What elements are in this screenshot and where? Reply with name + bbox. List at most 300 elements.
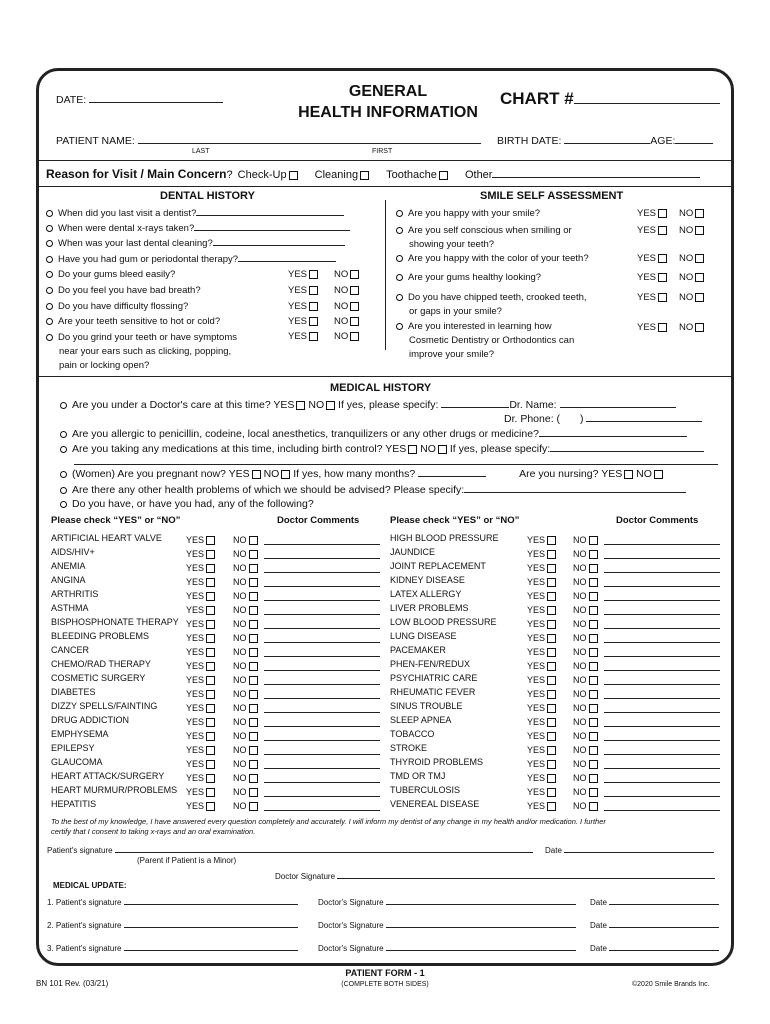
- yes-checkbox[interactable]: [547, 592, 556, 601]
- doctor-sig-line[interactable]: [337, 877, 715, 879]
- dental-q2: [46, 223, 350, 234]
- doctor-comment-line[interactable]: [264, 600, 380, 601]
- doctor-comment-line[interactable]: [264, 740, 380, 741]
- condition-label: JOINT REPLACEMENT: [390, 561, 486, 571]
- u2-label: 2. Patient's signature: [47, 921, 122, 930]
- yes-checkbox[interactable]: [206, 704, 215, 713]
- doctor-comment-line[interactable]: [604, 572, 720, 573]
- yes-checkbox[interactable]: [309, 302, 318, 311]
- yes-checkbox[interactable]: [206, 536, 215, 545]
- other-line[interactable]: [492, 176, 700, 178]
- yes-checkbox[interactable]: [547, 690, 556, 699]
- answer-line[interactable]: [539, 435, 687, 437]
- answer-line[interactable]: [194, 229, 350, 231]
- condition-label: GLAUCOMA: [51, 757, 103, 767]
- medical-q2-text: Are you allergic to penicillin, codeine, local anesthetics, tranquilizers or any other drugs or medicine?: [72, 428, 539, 440]
- no-checkbox[interactable]: [350, 302, 359, 311]
- yes-checkbox[interactable]: [206, 788, 215, 797]
- no-checkbox[interactable]: [249, 690, 258, 699]
- yes-option: [186, 773, 215, 783]
- doctor-comment-line[interactable]: [264, 656, 380, 657]
- doctors-sig-line[interactable]: [386, 926, 576, 928]
- no-checkbox[interactable]: [281, 470, 290, 479]
- yes-checkbox[interactable]: [206, 690, 215, 699]
- doctor-comment-line[interactable]: [604, 796, 720, 797]
- no-label: NO: [334, 285, 349, 296]
- date-field[interactable]: [56, 94, 223, 106]
- date-line[interactable]: [609, 949, 719, 951]
- yes-label: YES: [385, 443, 407, 455]
- update-2-date[interactable]: [590, 921, 719, 930]
- no-label: NO: [263, 468, 280, 480]
- doctors-sig-line[interactable]: [386, 949, 576, 951]
- doctor-comment-line[interactable]: [264, 670, 380, 671]
- no-checkbox[interactable]: [695, 254, 704, 263]
- yes-option: [527, 577, 556, 587]
- yes-checkbox[interactable]: [658, 226, 667, 235]
- no-option: [573, 577, 598, 587]
- update-2-patient[interactable]: [47, 921, 298, 930]
- update-1-patient[interactable]: [47, 898, 298, 907]
- no-checkbox[interactable]: [438, 445, 447, 454]
- no-label: NO: [573, 549, 587, 559]
- yes-label: YES: [527, 619, 546, 629]
- yes-label: YES: [637, 253, 657, 264]
- doctor-comment-line[interactable]: [264, 698, 380, 699]
- yes-checkbox[interactable]: [547, 662, 556, 671]
- yes-checkbox[interactable]: [206, 732, 215, 741]
- yes-checkbox[interactable]: [547, 760, 556, 769]
- doctor-comment-line[interactable]: [264, 754, 380, 755]
- yes-checkbox[interactable]: [206, 802, 215, 811]
- yes-checkbox[interactable]: [658, 209, 667, 218]
- update-3-date[interactable]: [590, 944, 719, 953]
- no-checkbox[interactable]: [589, 620, 598, 629]
- divider: [38, 186, 732, 187]
- no-checkbox[interactable]: [249, 760, 258, 769]
- divider: [38, 160, 732, 161]
- yes-label: YES: [186, 633, 205, 643]
- doctor-comment-line[interactable]: [264, 544, 380, 545]
- yes-checkbox[interactable]: [547, 634, 556, 643]
- doctor-comment-line[interactable]: [604, 670, 720, 671]
- no-label: NO: [334, 316, 349, 327]
- smile-q2: [396, 224, 572, 252]
- condition-label: ANGINA: [51, 575, 86, 585]
- no-checkbox[interactable]: [589, 634, 598, 643]
- doctor-comment-line[interactable]: [604, 614, 720, 615]
- condition-label: LATEX ALLERGY: [390, 589, 462, 599]
- no-label: NO: [233, 535, 247, 545]
- yes-checkbox[interactable]: [547, 704, 556, 713]
- yes-option: [527, 563, 556, 573]
- update-1-date[interactable]: [590, 898, 719, 907]
- no-checkbox[interactable]: [589, 606, 598, 615]
- no-checkbox[interactable]: [249, 620, 258, 629]
- no-checkbox[interactable]: [589, 788, 598, 797]
- patient-name-label: PATIENT NAME:: [56, 135, 135, 147]
- no-checkbox[interactable]: [695, 293, 704, 302]
- yes-label: YES: [527, 633, 546, 643]
- yes-label: YES: [186, 577, 205, 587]
- yes-checkbox[interactable]: [547, 536, 556, 545]
- patient-date-field[interactable]: [545, 846, 714, 855]
- dental-q6: [46, 285, 201, 296]
- condition-label: HIGH BLOOD PRESSURE: [390, 533, 499, 543]
- no-checkbox[interactable]: [249, 550, 258, 559]
- age-label: AGE:: [650, 135, 676, 147]
- no-checkbox[interactable]: [350, 317, 359, 326]
- dental-q9-text-3: pain or locking open?: [59, 360, 150, 371]
- no-checkbox[interactable]: [589, 550, 598, 559]
- yes-checkbox[interactable]: [206, 620, 215, 629]
- yes-option: [186, 549, 215, 559]
- dental-q9-text-2: near your ears such as clicking, popping,: [59, 346, 232, 357]
- no-option: [233, 633, 258, 643]
- yes-checkbox[interactable]: [206, 564, 215, 573]
- patient-signature-field[interactable]: [47, 846, 533, 855]
- doctor-comment-line[interactable]: [264, 796, 380, 797]
- yes-checkbox[interactable]: [309, 317, 318, 326]
- doctor-comment-line[interactable]: [264, 558, 380, 559]
- doctor-comment-line[interactable]: [604, 712, 720, 713]
- cleaning-checkbox[interactable]: [360, 171, 369, 180]
- yes-label: YES: [186, 801, 205, 811]
- yes-label: YES: [527, 689, 546, 699]
- consent-line-2: certify that I consent to taking x-rays and an oral examination.: [51, 827, 256, 836]
- no-option: [233, 619, 258, 629]
- no-checkbox[interactable]: [350, 332, 359, 341]
- update-3-doctor[interactable]: [318, 944, 576, 953]
- no-option: [573, 745, 598, 755]
- no-checkbox[interactable]: [589, 578, 598, 587]
- yes-checkbox[interactable]: [547, 648, 556, 657]
- yes-option: [527, 675, 556, 685]
- no-checkbox[interactable]: [249, 732, 258, 741]
- yes-checkbox[interactable]: [296, 401, 305, 410]
- yes-option: [186, 577, 215, 587]
- no-checkbox[interactable]: [589, 592, 598, 601]
- yes-checkbox[interactable]: [547, 606, 556, 615]
- no-checkbox[interactable]: [589, 760, 598, 769]
- no-checkbox[interactable]: [589, 648, 598, 657]
- if-yes-label: If yes, please specify:: [338, 399, 439, 411]
- yes-checkbox[interactable]: [206, 578, 215, 587]
- condition-label: EPILEPSY: [51, 743, 95, 753]
- doctor-comment-line[interactable]: [264, 628, 380, 629]
- doctor-comment-line[interactable]: [264, 768, 380, 769]
- no-option: [233, 731, 258, 741]
- birth-date-field[interactable]: [497, 135, 713, 147]
- no-checkbox[interactable]: [249, 774, 258, 783]
- doctor-comment-line[interactable]: [264, 642, 380, 643]
- no-checkbox[interactable]: [249, 536, 258, 545]
- patient-name-field[interactable]: [56, 135, 481, 147]
- no-checkbox[interactable]: [249, 592, 258, 601]
- no-option: [233, 549, 258, 559]
- no-option: [573, 773, 598, 783]
- yes-checkbox[interactable]: [658, 254, 667, 263]
- no-checkbox[interactable]: [350, 270, 359, 279]
- no-checkbox[interactable]: [695, 323, 704, 332]
- yes-checkbox[interactable]: [206, 746, 215, 755]
- doctor-comment-line[interactable]: [604, 754, 720, 755]
- smile-q2-yesno: [637, 225, 704, 236]
- dr-phone-row: [504, 413, 702, 425]
- doctor-comment-line[interactable]: [604, 656, 720, 657]
- doctor-signature-field[interactable]: [275, 872, 715, 881]
- doctors-sig-line[interactable]: [386, 903, 576, 905]
- yes-checkbox[interactable]: [206, 634, 215, 643]
- answer-line[interactable]: [464, 491, 686, 493]
- doctor-comment-line[interactable]: [604, 600, 720, 601]
- bullet-icon: [46, 225, 53, 232]
- checkup-checkbox[interactable]: [289, 171, 298, 180]
- yes-checkbox[interactable]: [408, 445, 417, 454]
- yes-checkbox[interactable]: [547, 550, 556, 559]
- answer-line[interactable]: [213, 244, 345, 246]
- age-line[interactable]: [675, 142, 713, 144]
- doctor-comment-line[interactable]: [264, 586, 380, 587]
- no-checkbox[interactable]: [249, 676, 258, 685]
- chart-number-field[interactable]: [500, 89, 720, 109]
- doctor-comment-line[interactable]: [264, 684, 380, 685]
- no-checkbox[interactable]: [695, 226, 704, 235]
- no-label: NO: [679, 253, 694, 264]
- no-checkbox[interactable]: [589, 662, 598, 671]
- patient-name-line[interactable]: [138, 142, 481, 144]
- doctor-comment-line[interactable]: [604, 698, 720, 699]
- no-checkbox[interactable]: [589, 746, 598, 755]
- no-label: NO: [308, 399, 325, 411]
- condition-label: DIZZY SPELLS/FAINTING: [51, 701, 158, 711]
- bullet-icon: [60, 431, 67, 438]
- yes-checkbox[interactable]: [658, 293, 667, 302]
- update-1-doctor[interactable]: [318, 898, 576, 907]
- yes-checkbox[interactable]: [206, 760, 215, 769]
- smile-q5: [396, 291, 587, 319]
- title-line-1: GENERAL: [348, 83, 428, 100]
- yes-checkbox[interactable]: [547, 676, 556, 685]
- complete-both-sides: (COMPLETE BOTH SIDES): [341, 981, 429, 988]
- yes-label: YES: [186, 703, 205, 713]
- no-checkbox[interactable]: [695, 209, 704, 218]
- yes-checkbox[interactable]: [206, 662, 215, 671]
- consent-line-1: To the best of my knowledge, I have answered every question completely and accurately. I will inform my dentist of any change in my health and/or medication. I further: [51, 817, 606, 826]
- doctor-comment-line[interactable]: [604, 740, 720, 741]
- yes-checkbox[interactable]: [547, 578, 556, 587]
- specify-line[interactable]: [441, 406, 509, 408]
- doctors-sig-label: Doctor's Signature: [318, 898, 384, 907]
- doctor-comment-line[interactable]: [264, 572, 380, 573]
- update-2-doctor[interactable]: [318, 921, 576, 930]
- date-line[interactable]: [89, 101, 223, 103]
- no-option: [233, 591, 258, 601]
- first-label: FIRST: [372, 148, 393, 155]
- yes-checkbox[interactable]: [547, 774, 556, 783]
- no-option: [573, 787, 598, 797]
- birth-date-label: BIRTH DATE:: [497, 135, 562, 147]
- no-checkbox[interactable]: [249, 704, 258, 713]
- yes-option: [186, 759, 215, 769]
- dr-name-line[interactable]: [560, 406, 676, 408]
- no-checkbox[interactable]: [589, 732, 598, 741]
- no-checkbox[interactable]: [249, 788, 258, 797]
- yes-checkbox[interactable]: [309, 332, 318, 341]
- no-checkbox[interactable]: [589, 718, 598, 727]
- bullet-icon: [396, 274, 403, 281]
- no-checkbox[interactable]: [249, 718, 258, 727]
- date-line[interactable]: [564, 851, 714, 853]
- no-label: NO: [233, 745, 247, 755]
- yes-label: YES: [527, 675, 546, 685]
- no-checkbox[interactable]: [249, 606, 258, 615]
- doctor-comment-line[interactable]: [264, 726, 380, 727]
- doctor-comment-line[interactable]: [264, 614, 380, 615]
- no-option: [573, 633, 598, 643]
- dental-q6-text: Do you feel you have bad breath?: [58, 285, 201, 296]
- doctor-comment-line[interactable]: [264, 712, 380, 713]
- no-option: [233, 787, 258, 797]
- no-checkbox[interactable]: [249, 564, 258, 573]
- condition-label: CANCER: [51, 645, 90, 655]
- no-option: [233, 563, 258, 573]
- no-checkbox[interactable]: [249, 802, 258, 811]
- medical-q2: [60, 428, 687, 440]
- condition-label: AIDS/HIV+: [51, 547, 95, 557]
- yes-checkbox[interactable]: [547, 564, 556, 573]
- no-checkbox[interactable]: [249, 648, 258, 657]
- chart-line[interactable]: [574, 102, 720, 104]
- yes-checkbox[interactable]: [206, 774, 215, 783]
- yes-label: YES: [186, 535, 205, 545]
- doctor-comment-line[interactable]: [604, 642, 720, 643]
- doctor-comment-line[interactable]: [264, 782, 380, 783]
- yes-checkbox[interactable]: [206, 606, 215, 615]
- doctor-comment-line[interactable]: [264, 810, 380, 811]
- no-label: NO: [679, 272, 694, 283]
- no-checkbox[interactable]: [589, 802, 598, 811]
- answer-line[interactable]: [238, 260, 336, 262]
- yes-checkbox[interactable]: [309, 286, 318, 295]
- yes-checkbox[interactable]: [624, 470, 633, 479]
- no-checkbox[interactable]: [654, 470, 663, 479]
- no-checkbox[interactable]: [589, 564, 598, 573]
- condition-label: CHEMO/RAD THERAPY: [51, 659, 151, 669]
- no-checkbox[interactable]: [589, 704, 598, 713]
- bullet-icon: [46, 303, 53, 310]
- yes-checkbox[interactable]: [547, 732, 556, 741]
- no-label: NO: [334, 331, 349, 342]
- yes-checkbox[interactable]: [252, 470, 261, 479]
- specify-line[interactable]: [550, 450, 704, 452]
- birth-date-line[interactable]: [564, 142, 650, 144]
- yes-label: YES: [527, 759, 546, 769]
- yes-checkbox[interactable]: [309, 270, 318, 279]
- doctor-comment-line[interactable]: [604, 586, 720, 587]
- answer-line[interactable]: [196, 214, 344, 216]
- date-line[interactable]: [609, 903, 719, 905]
- doctor-comment-line[interactable]: [604, 558, 720, 559]
- condition-label: THYROID PROBLEMS: [390, 757, 484, 767]
- yes-checkbox[interactable]: [206, 718, 215, 727]
- no-label: NO: [573, 787, 587, 797]
- no-label: NO: [573, 647, 587, 657]
- no-checkbox[interactable]: [589, 690, 598, 699]
- smile-q4: [396, 272, 541, 283]
- no-label: NO: [233, 801, 247, 811]
- yes-checkbox[interactable]: [547, 620, 556, 629]
- yes-option: [527, 801, 556, 811]
- no-checkbox[interactable]: [326, 401, 335, 410]
- condition-label: RHEUMATIC FEVER: [390, 687, 476, 697]
- no-label: NO: [233, 689, 247, 699]
- patient-sig-line[interactable]: [115, 851, 533, 853]
- doctor-comment-line[interactable]: [604, 810, 720, 811]
- date-line[interactable]: [609, 926, 719, 928]
- specify-line-2[interactable]: [74, 464, 718, 465]
- no-checkbox[interactable]: [249, 746, 258, 755]
- toothache-checkbox[interactable]: [439, 171, 448, 180]
- yes-checkbox[interactable]: [547, 718, 556, 727]
- months-line[interactable]: [418, 475, 486, 477]
- no-label: NO: [233, 773, 247, 783]
- yes-checkbox[interactable]: [547, 746, 556, 755]
- paren-open: (: [556, 413, 561, 425]
- u2-line[interactable]: [124, 926, 298, 928]
- doctor-comment-line[interactable]: [604, 782, 720, 783]
- no-checkbox[interactable]: [249, 634, 258, 643]
- u3-line[interactable]: [124, 949, 298, 951]
- bullet-icon: [46, 271, 53, 278]
- no-label: NO: [573, 661, 587, 671]
- yes-checkbox[interactable]: [658, 273, 667, 282]
- no-checkbox[interactable]: [589, 676, 598, 685]
- doctor-comment-line[interactable]: [604, 768, 720, 769]
- dental-q5-text: Do your gums bleed easily?: [58, 269, 176, 280]
- yes-checkbox[interactable]: [658, 323, 667, 332]
- yes-checkbox[interactable]: [206, 592, 215, 601]
- update-3-patient[interactable]: [47, 944, 298, 953]
- dr-name-label: Dr. Name:: [509, 399, 557, 411]
- yes-checkbox[interactable]: [206, 550, 215, 559]
- yes-checkbox[interactable]: [206, 676, 215, 685]
- no-checkbox[interactable]: [589, 774, 598, 783]
- yes-checkbox[interactable]: [547, 788, 556, 797]
- yes-option: [186, 605, 215, 615]
- no-checkbox[interactable]: [589, 536, 598, 545]
- no-checkbox[interactable]: [249, 578, 258, 587]
- yes-label: YES: [527, 605, 546, 615]
- doctor-comment-line[interactable]: [604, 544, 720, 545]
- yes-checkbox[interactable]: [206, 648, 215, 657]
- reason-label: Reason for Visit / Main Concern: [46, 167, 227, 181]
- no-checkbox[interactable]: [249, 662, 258, 671]
- u1-line[interactable]: [124, 903, 298, 905]
- smile-q6-text-1: Are you interested in learning how: [408, 321, 552, 332]
- no-checkbox[interactable]: [350, 286, 359, 295]
- doctor-comment-line[interactable]: [604, 726, 720, 727]
- doctor-comment-line[interactable]: [604, 684, 720, 685]
- no-label: NO: [233, 563, 247, 573]
- yes-checkbox[interactable]: [547, 802, 556, 811]
- bullet-icon: [396, 294, 403, 301]
- dr-phone-line[interactable]: [586, 420, 702, 422]
- doctor-comment-line[interactable]: [604, 628, 720, 629]
- condition-label: BLEEDING PROBLEMS: [51, 631, 150, 641]
- yes-option: [186, 717, 215, 727]
- no-checkbox[interactable]: [695, 273, 704, 282]
